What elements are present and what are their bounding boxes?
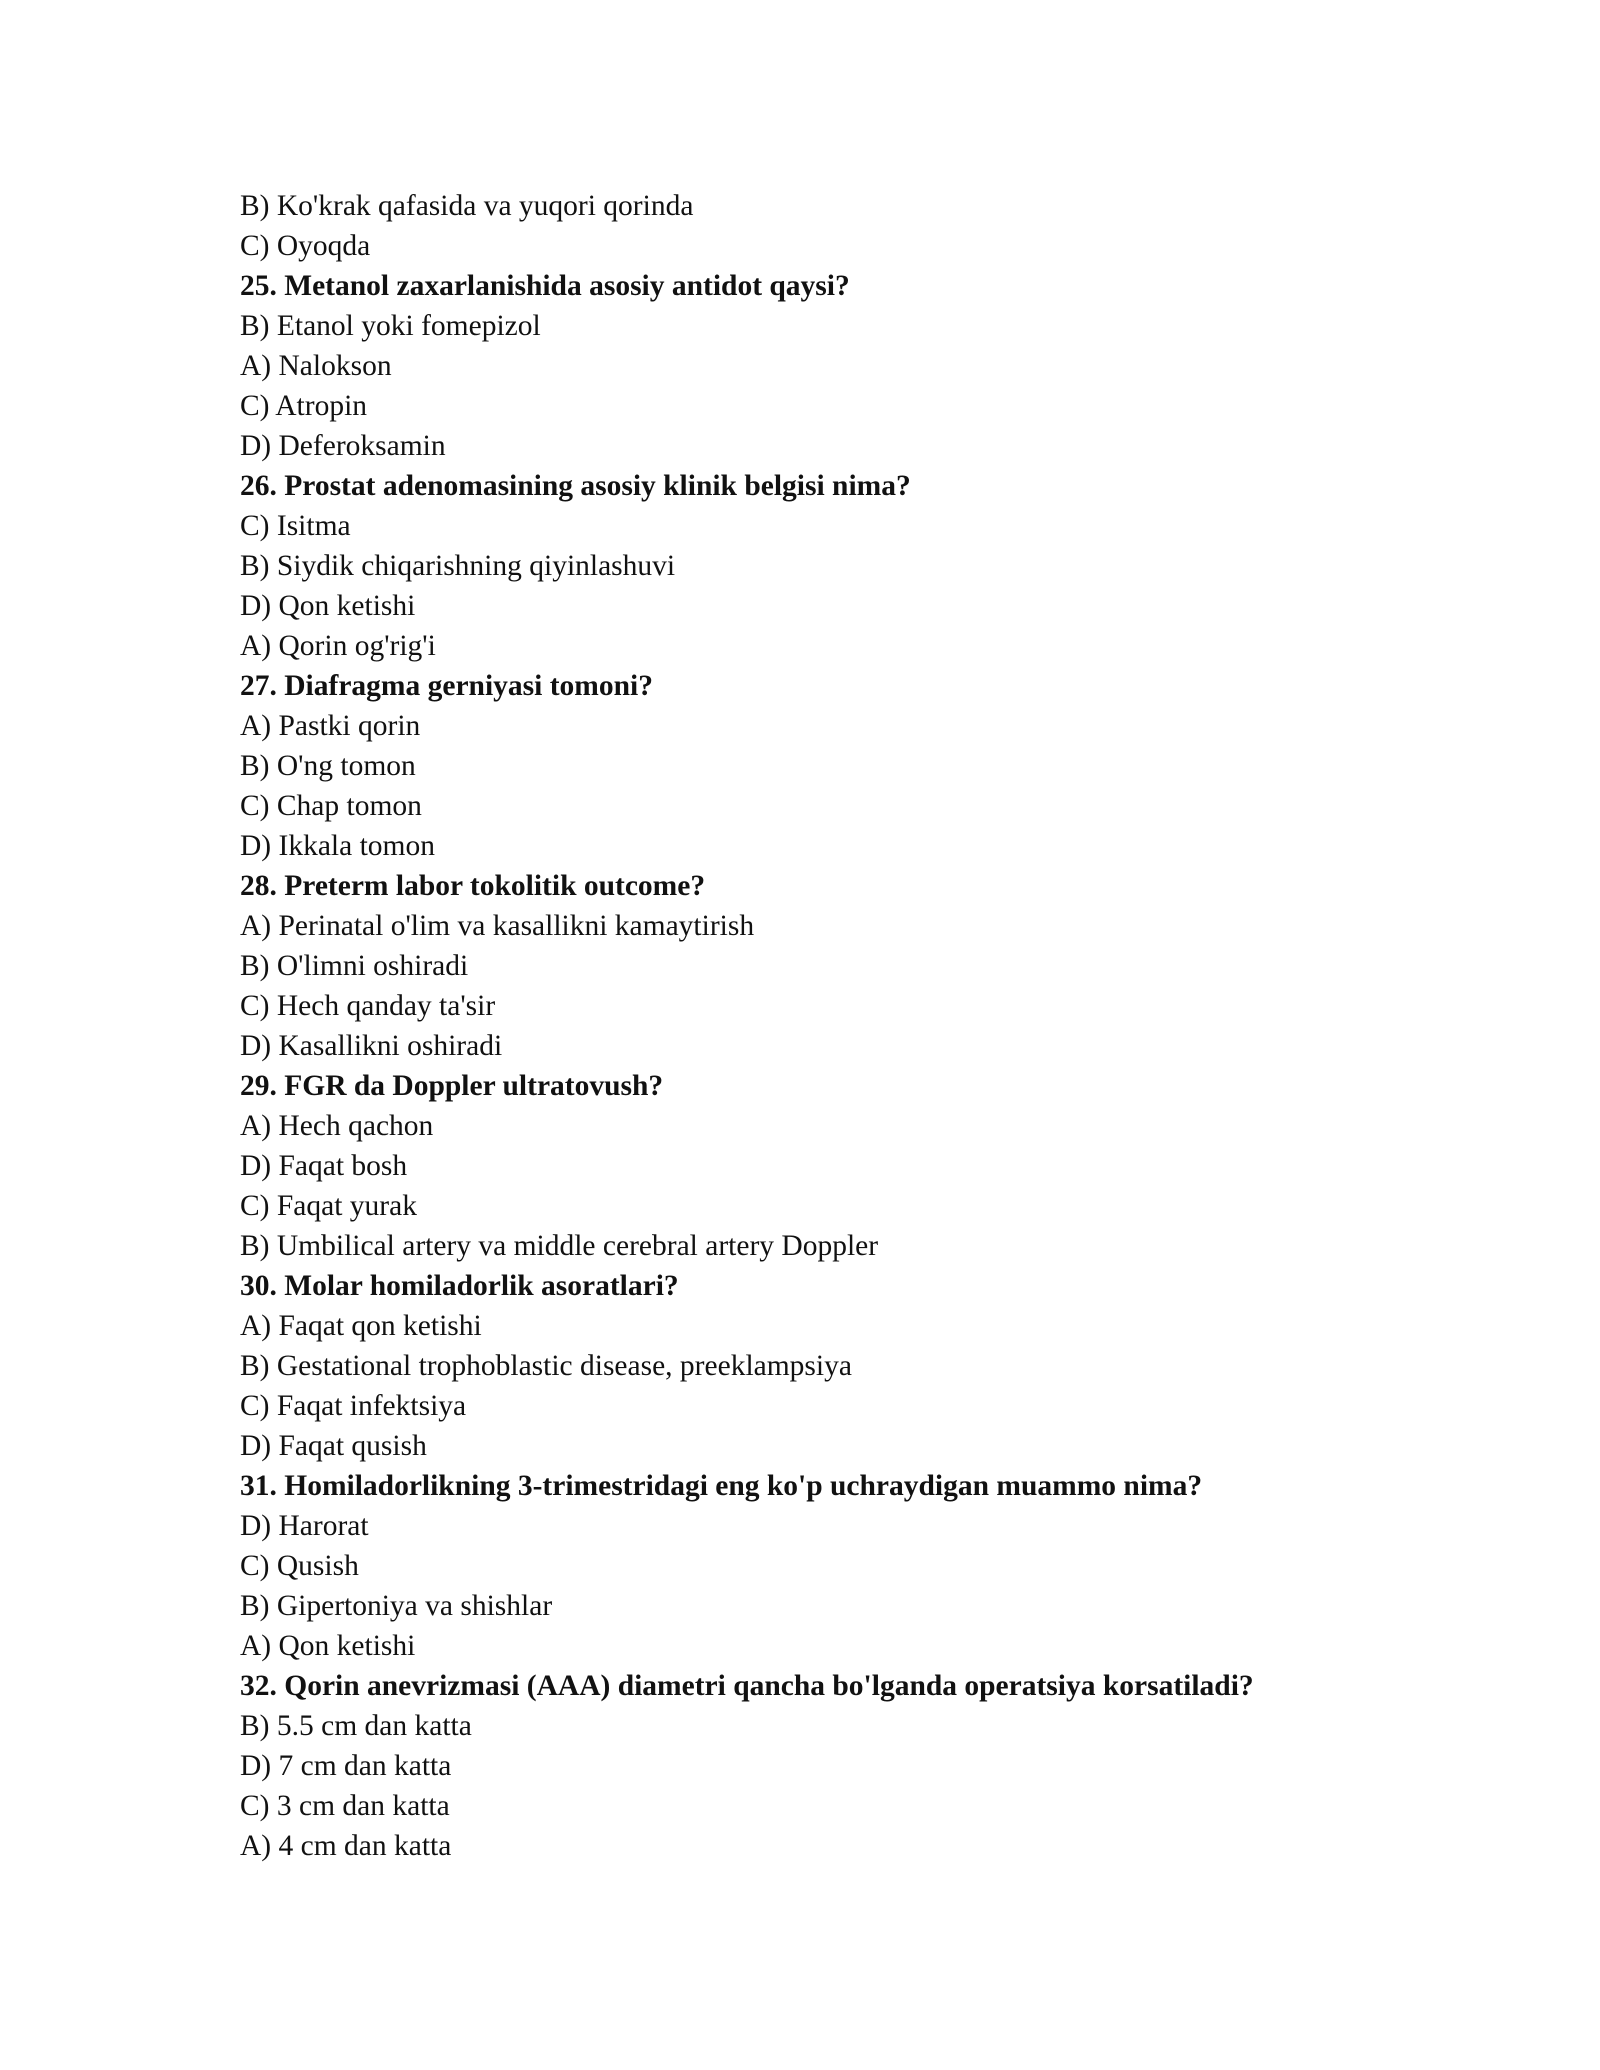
answer-option: B) Siydik chiqarishning qiyinlashuvi <box>240 550 676 582</box>
answer-option: D) Harorat <box>240 1510 369 1542</box>
answer-option: A) Qorin og'rig'i <box>240 630 436 662</box>
answer-option: C) Faqat infektsiya <box>240 1390 467 1422</box>
question-heading: 29. FGR da Doppler ultratovush? <box>240 1070 664 1102</box>
answer-option: A) Hech qachon <box>240 1110 434 1142</box>
answer-option: D) Qon ketishi <box>240 590 416 622</box>
answer-option: C) Hech qanday ta'sir <box>240 990 496 1022</box>
answer-option: A) Qon ketishi <box>240 1630 416 1662</box>
answer-option: B) Umbilical artery va middle cerebral artery Doppler <box>240 1230 879 1262</box>
answer-option: D) Kasallikni oshiradi <box>240 1030 503 1062</box>
answer-option: D) 7 cm dan katta <box>240 1750 452 1782</box>
answer-option: B) O'ng tomon <box>240 750 416 782</box>
answer-option: C) Chap tomon <box>240 790 422 822</box>
question-heading: 31. Homiladorlikning 3-trimestridagi eng ko'p uchraydigan muammo nima? <box>240 1470 1203 1502</box>
answer-option: C) 3 cm dan katta <box>240 1790 450 1822</box>
answer-option: A) Nalokson <box>240 350 392 382</box>
answer-option: C) Faqat yurak <box>240 1190 417 1222</box>
question-heading: 32. Qorin anevrizmasi (AAA) diametri qancha bo'lganda operatsiya korsatiladi? <box>240 1670 1254 1702</box>
question-heading: 28. Preterm labor tokolitik outcome? <box>240 870 706 902</box>
question-heading: 30. Molar homiladorlik asoratlari? <box>240 1270 679 1302</box>
document-body <box>240 186 1440 1866</box>
answer-option: B) 5.5 cm dan katta <box>240 1710 472 1742</box>
answer-option: A) Faqat qon ketishi <box>240 1310 482 1342</box>
answer-option: A) 4 cm dan katta <box>240 1830 452 1862</box>
question-heading: 25. Metanol zaxarlanishida asosiy antidot qaysi? <box>240 270 850 302</box>
answer-option: B) Ko'krak qafasida va yuqori qorinda <box>240 190 694 222</box>
answer-option: A) Perinatal o'lim va kasallikni kamaytirish <box>240 910 755 942</box>
answer-option: B) O'limni oshiradi <box>240 950 469 982</box>
answer-option: B) Gipertoniya va shishlar <box>240 1590 553 1622</box>
question-heading: 27. Diafragma gerniyasi tomoni? <box>240 670 653 702</box>
answer-option: D) Deferoksamin <box>240 430 446 462</box>
answer-option: C) Oyoqda <box>240 230 371 262</box>
question-heading: 26. Prostat adenomasining asosiy klinik belgisi nima? <box>240 470 911 502</box>
answer-option: C) Atropin <box>240 390 368 422</box>
answer-option: A) Pastki qorin <box>240 710 421 742</box>
answer-option: B) Etanol yoki fomepizol <box>240 310 541 342</box>
answer-option: D) Faqat bosh <box>240 1150 408 1182</box>
answer-option: D) Ikkala tomon <box>240 830 435 862</box>
answer-option: C) Isitma <box>240 510 351 542</box>
answer-option: B) Gestational trophoblastic disease, preeklampsiya <box>240 1350 852 1382</box>
answer-option: D) Faqat qusish <box>240 1430 427 1462</box>
answer-option: C) Qusish <box>240 1550 359 1582</box>
